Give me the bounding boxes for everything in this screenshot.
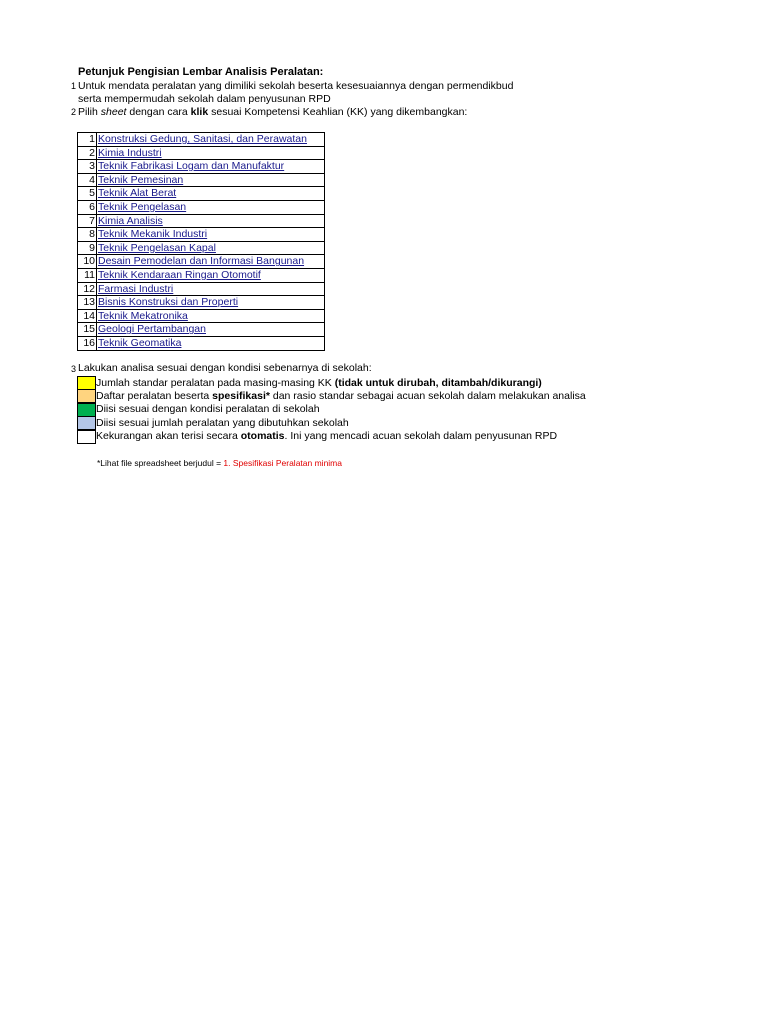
kk-row-number: 6 — [78, 200, 97, 214]
legend-swatch-green — [77, 403, 96, 417]
kk-row — [78, 146, 325, 160]
kk-row — [78, 228, 325, 242]
step-1-number: 1 — [70, 81, 76, 91]
legend-swatch-blue — [77, 416, 96, 430]
kk-row-number: 2 — [78, 146, 97, 160]
kk-row-number: 11 — [78, 268, 97, 282]
kk-row-name-cell — [97, 296, 325, 310]
legend-text: Diisi sesuai dengan kondisi peralatan di sekolah — [96, 403, 320, 416]
kk-sheet-link[interactable]: Teknik Pengelasan Kapal — [98, 241, 216, 254]
legend-text: Daftar peralatan beserta spesifikasi* dan rasio standar sebagai acuan sekolah dalam melakukan analisa — [96, 389, 586, 402]
kk-row-number: 15 — [78, 323, 97, 337]
step-1-line-1: Untuk mendata peralatan yang dimiliki sekolah beserta kesesuaiannya dengan permendikbud — [78, 80, 514, 92]
kk-row — [78, 268, 325, 282]
kk-row-number: 16 — [78, 336, 97, 350]
step-1-line-2: serta mempermudah sekolah dalam penyusunan RPD — [78, 93, 331, 105]
kk-row — [78, 187, 325, 201]
kk-row-number: 8 — [78, 228, 97, 242]
kk-row-name-cell — [97, 228, 325, 242]
step-2-klik-word: klik — [190, 106, 209, 118]
step-2-number: 2 — [70, 107, 76, 117]
kk-table — [77, 132, 325, 351]
kk-row-name-cell — [97, 323, 325, 337]
kk-row — [78, 200, 325, 214]
kk-row-number: 14 — [78, 309, 97, 323]
kk-row — [78, 173, 325, 187]
kk-row-number: 12 — [78, 282, 97, 296]
kk-sheet-link[interactable]: Teknik Geomatika — [98, 336, 182, 349]
kk-row — [78, 309, 325, 323]
kk-sheet-link[interactable]: Bisnis Konstruksi dan Properti — [98, 296, 239, 309]
legend-swatch-yellow — [77, 376, 96, 390]
kk-sheet-link[interactable]: Teknik Mekanik Industri — [98, 228, 208, 241]
kk-sheet-link[interactable]: Teknik Fabrikasi Logam dan Manufaktur — [98, 160, 285, 173]
kk-row-number: 4 — [78, 173, 97, 187]
kk-row-name-cell — [97, 214, 325, 228]
kk-row — [78, 133, 325, 147]
step-3-text: Lakukan analisa sesuai dengan kondisi sebenarnya di sekolah: — [78, 362, 372, 374]
kk-row-number: 1 — [78, 133, 97, 147]
kk-sheet-link[interactable]: Teknik Kendaraan Ringan Otomotif — [98, 268, 261, 281]
spreadsheet-note — [97, 458, 342, 468]
kk-row-name-cell — [97, 173, 325, 187]
kk-sheet-link[interactable]: Desain Pemodelan dan Informasi Bangunan — [98, 255, 305, 268]
kk-row-name-cell — [97, 255, 325, 269]
kk-sheet-link[interactable]: Farmasi Industri — [98, 282, 174, 295]
kk-row-number: 10 — [78, 255, 97, 269]
kk-row-name-cell — [97, 200, 325, 214]
legend-swatch-orange — [77, 389, 96, 403]
kk-row-number: 7 — [78, 214, 97, 228]
kk-row-name-cell — [97, 187, 325, 201]
legend-text: Diisi sesuai jumlah peralatan yang dibutuhkan sekolah — [96, 416, 349, 429]
page-title: Petunjuk Pengisian Lembar Analisis Peralatan: — [78, 66, 324, 78]
kk-row-number: 13 — [78, 296, 97, 310]
kk-row — [78, 214, 325, 228]
kk-row-name-cell — [97, 336, 325, 350]
kk-row-name-cell — [97, 268, 325, 282]
kk-row — [78, 296, 325, 310]
step-2-sheet-word: sheet — [100, 106, 127, 118]
kk-sheet-link[interactable]: Teknik Alat Berat — [98, 187, 177, 200]
note-prefix: *Lihat file spreadsheet berjudul = — [97, 458, 224, 468]
legend-text: Jumlah standar peralatan pada masing-masing KK (tidak untuk dirubah, ditambah/dikurangi) — [96, 376, 542, 389]
step-2-text: Pilih sheet dengan cara klik sesuai Kompetensi Keahlian (KK) yang dikembangkan: — [78, 106, 468, 118]
kk-sheet-link[interactable]: Geologi Pertambangan — [98, 323, 206, 336]
legend-text: Kekurangan akan terisi secara otomatis. Ini yang mencadi acuan sekolah dalam penyusunan RPD — [96, 430, 558, 443]
kk-row-name-cell — [97, 133, 325, 147]
kk-sheet-link[interactable]: Teknik Pengelasan — [98, 200, 187, 213]
kk-sheet-link[interactable]: Kimia Analisis — [98, 214, 163, 227]
kk-row — [78, 241, 325, 255]
kk-row — [78, 255, 325, 269]
kk-row-number: 3 — [78, 160, 97, 174]
kk-row-name-cell — [97, 282, 325, 296]
kk-row-name-cell — [97, 146, 325, 160]
kk-row-name-cell — [97, 160, 325, 174]
kk-row-number: 5 — [78, 187, 97, 201]
kk-sheet-link[interactable]: Teknik Pemesinan — [98, 173, 184, 186]
kk-row — [78, 323, 325, 337]
kk-row — [78, 282, 325, 296]
kk-sheet-link[interactable]: Teknik Mekatronika — [98, 309, 188, 322]
kk-row — [78, 160, 325, 174]
note-reference-link[interactable]: 1. Spesifikasi Peralatan minima — [223, 458, 342, 468]
kk-row-name-cell — [97, 309, 325, 323]
legend-swatch-white — [77, 430, 96, 444]
kk-row-number: 9 — [78, 241, 97, 255]
kk-sheet-link[interactable]: Konstruksi Gedung, Sanitasi, dan Perawatan — [98, 133, 307, 145]
step-3-number: 3 — [70, 364, 76, 374]
kk-row-name-cell — [97, 241, 325, 255]
kk-row — [78, 336, 325, 350]
kk-sheet-link[interactable]: Kimia Industri — [98, 146, 162, 159]
